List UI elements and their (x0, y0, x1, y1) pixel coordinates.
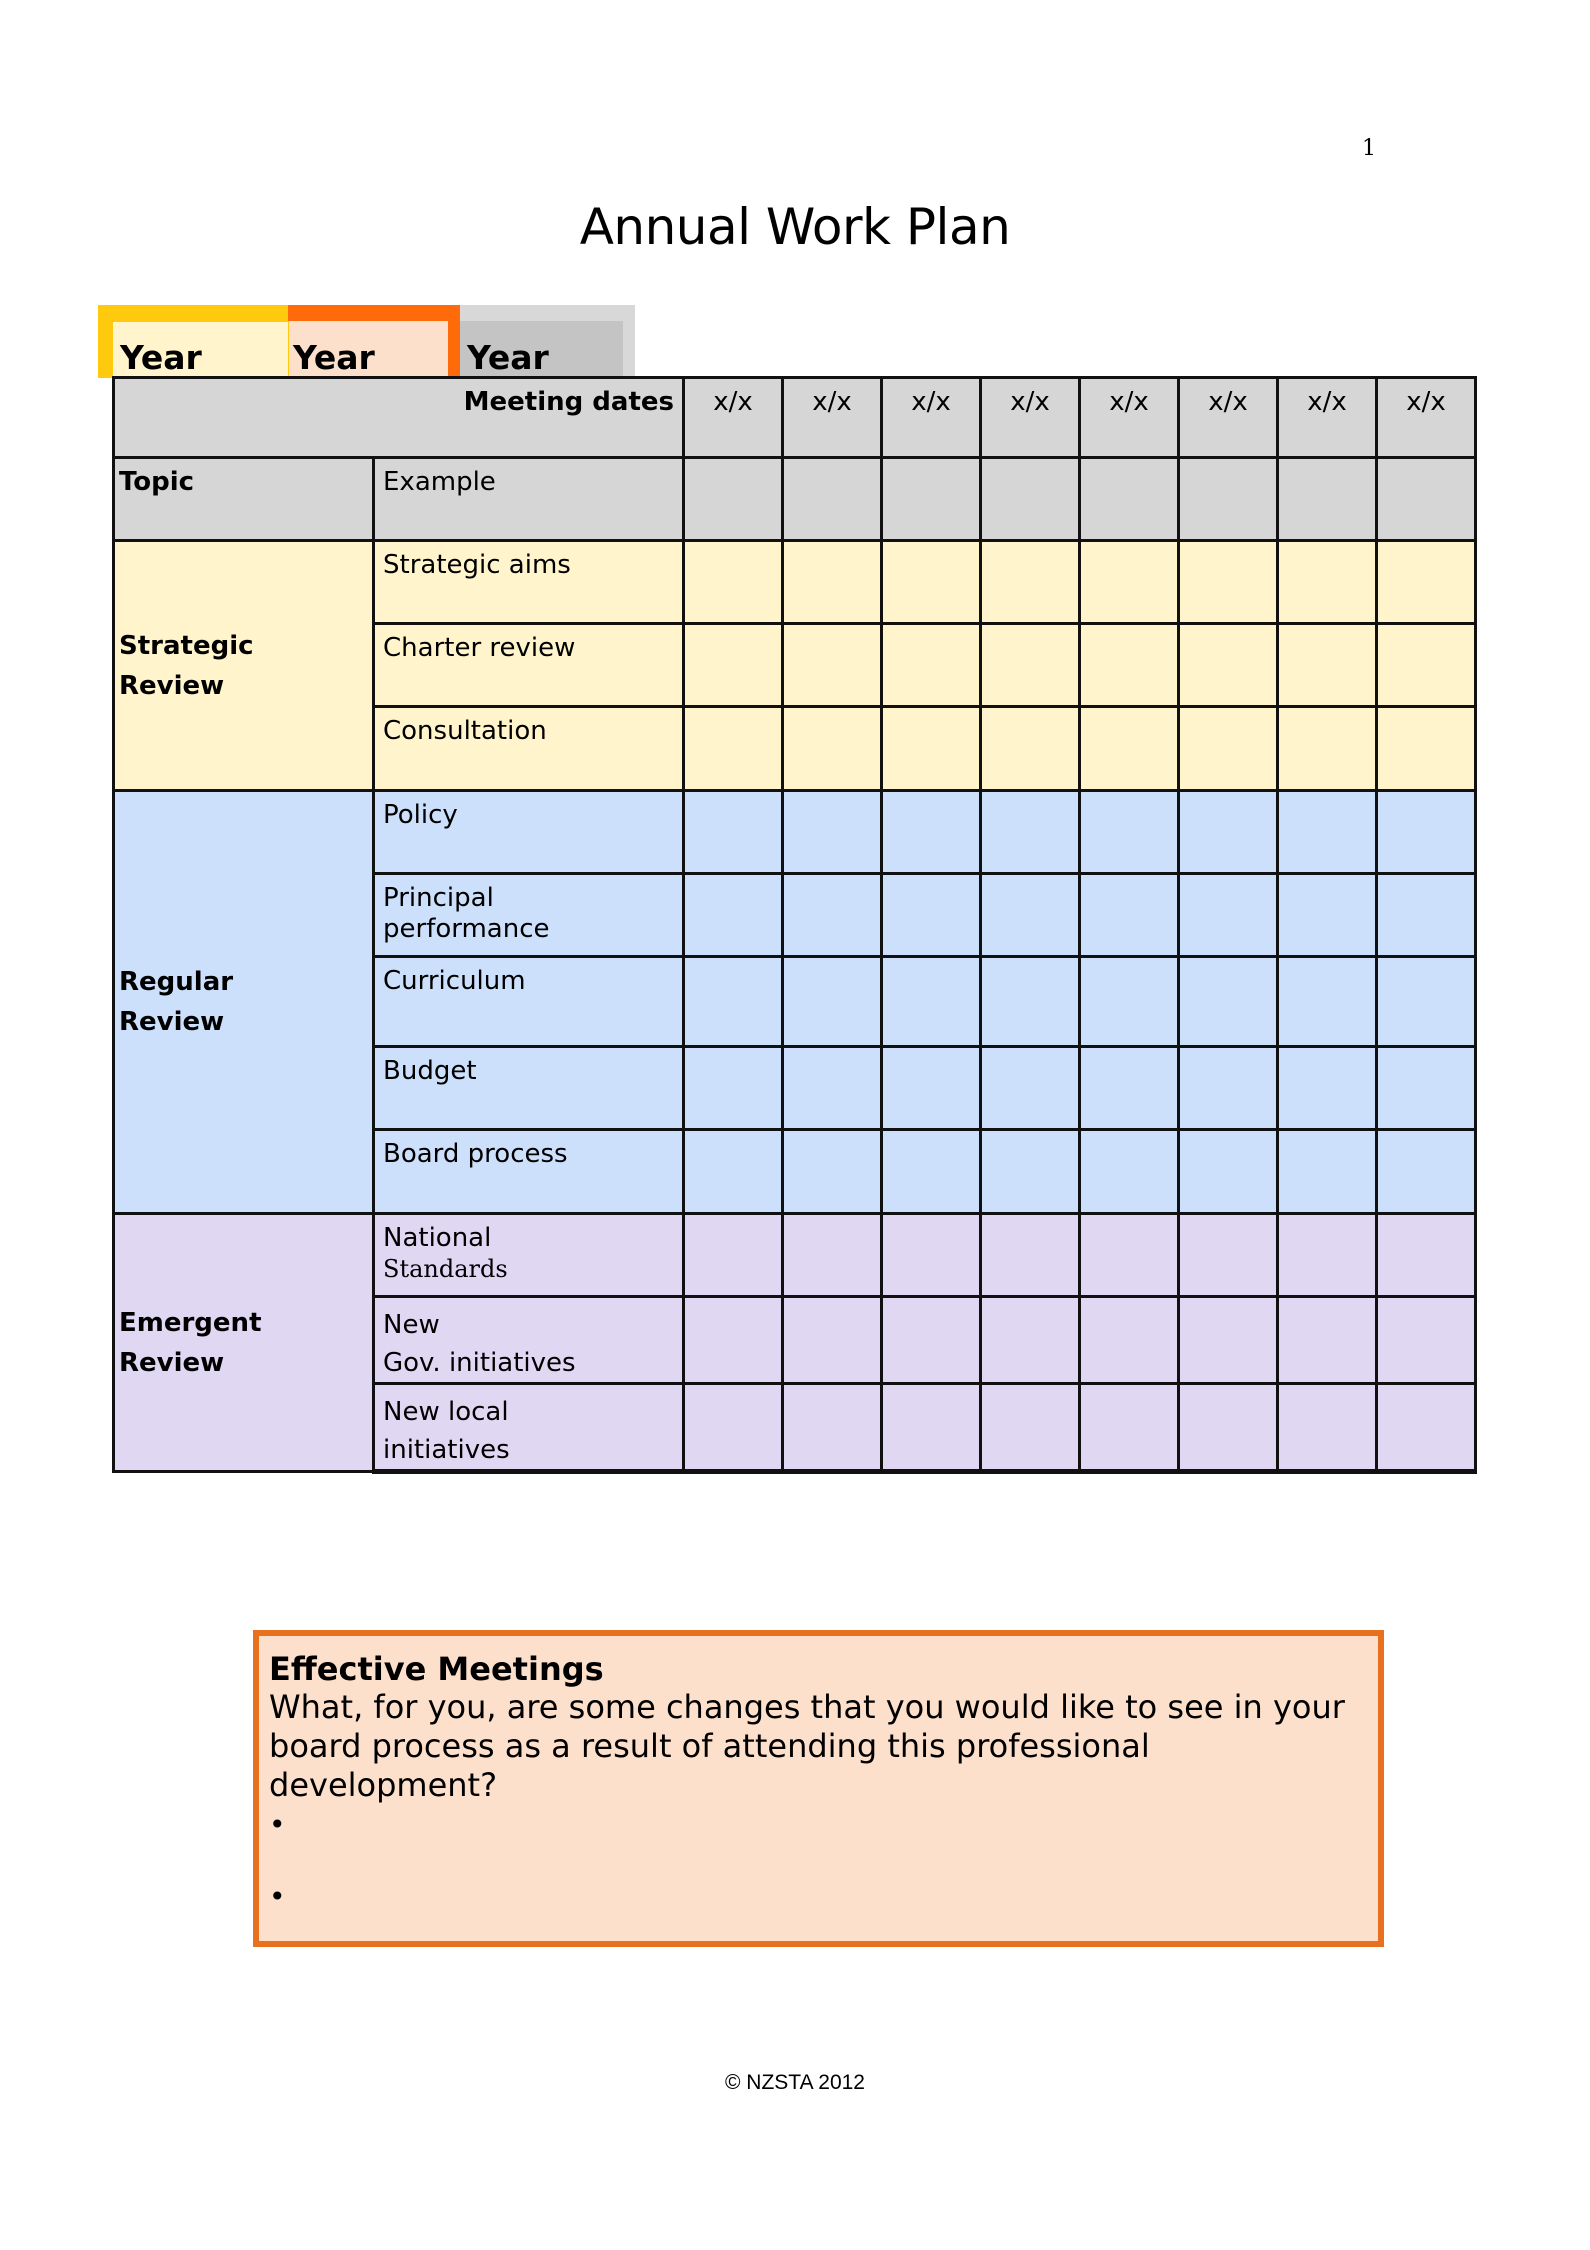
table-row (114, 791, 1476, 874)
cell[interactable] (1179, 874, 1278, 957)
topic-line1: National (383, 1223, 492, 1253)
date-cell[interactable]: x/x (1179, 378, 1278, 458)
cell[interactable] (1377, 874, 1476, 957)
cell[interactable] (882, 1297, 981, 1384)
cell[interactable] (1377, 1047, 1476, 1130)
cell[interactable] (684, 541, 783, 624)
cell[interactable] (1179, 1047, 1278, 1130)
cell[interactable] (783, 874, 882, 957)
topic-line1: New local (383, 1397, 509, 1427)
cell[interactable] (1377, 1297, 1476, 1384)
effective-meetings-box (253, 1630, 1384, 1947)
cell[interactable] (981, 957, 1080, 1047)
topic-charter-review: Charter review (374, 624, 684, 707)
cell[interactable] (1080, 541, 1179, 624)
cell[interactable] (1278, 1384, 1377, 1472)
topic-line2: initiatives (383, 1435, 510, 1465)
cell[interactable] (882, 458, 981, 541)
group-label-line2: Review (119, 1347, 225, 1378)
topic-new-gov-initiatives (374, 1297, 684, 1384)
topic-line2: performance (383, 914, 550, 944)
cell[interactable] (1179, 541, 1278, 624)
topic-header: Topic (114, 458, 374, 541)
cell[interactable] (1278, 791, 1377, 874)
cell[interactable] (684, 1130, 783, 1214)
cell[interactable] (882, 707, 981, 791)
topic-national-standards (374, 1214, 684, 1297)
cell[interactable] (684, 1384, 783, 1472)
cell[interactable] (882, 1384, 981, 1472)
date-cell[interactable]: x/x (1278, 378, 1377, 458)
group-label-line1: Regular (119, 967, 234, 997)
topic-header-row (114, 458, 1476, 541)
cell[interactable] (882, 1047, 981, 1130)
cell[interactable] (783, 957, 882, 1047)
cell[interactable] (684, 957, 783, 1047)
cell[interactable] (783, 791, 882, 874)
cell[interactable] (1080, 1384, 1179, 1472)
cell[interactable] (1278, 1130, 1377, 1214)
cell[interactable] (1278, 707, 1377, 791)
cell[interactable] (1080, 1297, 1179, 1384)
cell[interactable] (684, 1047, 783, 1130)
effective-meetings-question (269, 1688, 1368, 1805)
cell[interactable] (981, 1130, 1080, 1214)
topic-policy: Policy (374, 791, 684, 874)
topic-principal-performance (374, 874, 684, 957)
cell[interactable] (1377, 707, 1476, 791)
cell[interactable] (1080, 458, 1179, 541)
cell[interactable] (1377, 624, 1476, 707)
group-label-line2: Review (119, 1007, 225, 1037)
topic-new-local-initiatives (374, 1384, 684, 1472)
cell[interactable] (1278, 458, 1377, 541)
example-header: Example (374, 458, 684, 541)
cell[interactable] (1278, 1047, 1377, 1130)
cell[interactable] (783, 1214, 882, 1297)
cell[interactable] (981, 791, 1080, 874)
topic-line2: Gov. initiatives (383, 1348, 576, 1378)
table-row (114, 541, 1476, 624)
meeting-dates-row (114, 378, 1476, 458)
year-tab-2 (288, 305, 460, 378)
cell[interactable] (1278, 541, 1377, 624)
group-strategic-review (114, 541, 374, 791)
page-number: 1 (1362, 136, 1376, 161)
cell[interactable] (1179, 624, 1278, 707)
table-row (114, 1214, 1476, 1297)
cell[interactable] (882, 624, 981, 707)
cell[interactable] (783, 458, 882, 541)
cell[interactable] (684, 874, 783, 957)
cell[interactable] (1080, 874, 1179, 957)
cell[interactable] (684, 1214, 783, 1297)
cell[interactable] (882, 874, 981, 957)
cell[interactable] (1377, 1130, 1476, 1214)
cell[interactable] (1080, 624, 1179, 707)
cell[interactable] (684, 624, 783, 707)
topic-board-process: Board process (374, 1130, 684, 1214)
date-cell[interactable]: x/x (1080, 378, 1179, 458)
topic-curriculum: Curriculum (374, 957, 684, 1047)
topic-strategic-aims: Strategic aims (374, 541, 684, 624)
year-tab-1 (98, 305, 288, 378)
cell[interactable] (783, 624, 882, 707)
date-cell[interactable]: x/x (882, 378, 981, 458)
cell[interactable] (882, 1214, 981, 1297)
cell[interactable] (1278, 874, 1377, 957)
group-label-line1: Emergent (119, 1307, 262, 1338)
meeting-dates-label: Meeting dates (114, 378, 684, 458)
cell[interactable] (783, 1047, 882, 1130)
cell[interactable] (1377, 1384, 1476, 1472)
group-regular-review (114, 791, 374, 1214)
cell[interactable] (1080, 1214, 1179, 1297)
cell[interactable] (1179, 791, 1278, 874)
date-cell[interactable]: x/x (981, 378, 1080, 458)
year-tab-1-label: Year (120, 338, 202, 377)
year-tab-3 (460, 305, 635, 378)
cell[interactable] (981, 1384, 1080, 1472)
cell[interactable] (1377, 791, 1476, 874)
cell[interactable] (783, 1384, 882, 1472)
cell[interactable] (1278, 957, 1377, 1047)
copyright-footer: © NZSTA 2012 (725, 2071, 865, 2094)
cell[interactable] (981, 1214, 1080, 1297)
cell[interactable] (882, 791, 981, 874)
group-label-line1: Strategic (119, 630, 254, 661)
work-plan-table (112, 376, 1477, 1474)
cell[interactable] (1080, 707, 1179, 791)
cell[interactable] (684, 1297, 783, 1384)
group-emergent-review (114, 1214, 374, 1472)
cell[interactable] (684, 458, 783, 541)
bullet-item[interactable]: • (269, 1808, 286, 1841)
cell[interactable] (1278, 1297, 1377, 1384)
cell[interactable] (981, 624, 1080, 707)
cell[interactable] (1377, 1214, 1476, 1297)
cell[interactable] (981, 707, 1080, 791)
cell[interactable] (1080, 791, 1179, 874)
date-cell[interactable]: x/x (783, 378, 882, 458)
cell[interactable] (1179, 1130, 1278, 1214)
cell[interactable] (981, 541, 1080, 624)
cell[interactable] (684, 791, 783, 874)
topic-line2: Standards (383, 1255, 508, 1283)
topic-line1: New (383, 1310, 440, 1340)
cell[interactable] (1377, 957, 1476, 1047)
cell[interactable] (1179, 1297, 1278, 1384)
cell[interactable] (684, 707, 783, 791)
cell[interactable] (981, 458, 1080, 541)
cell[interactable] (981, 1047, 1080, 1130)
cell[interactable] (1377, 541, 1476, 624)
cell[interactable] (1278, 1214, 1377, 1297)
topic-line1: Principal (383, 883, 494, 913)
cell[interactable] (783, 1297, 882, 1384)
bullet-item[interactable]: • (269, 1880, 286, 1913)
cell[interactable] (1179, 707, 1278, 791)
effective-meetings-title: Effective Meetings (269, 1650, 604, 1688)
topic-budget: Budget (374, 1047, 684, 1130)
question-line2: board process as a result of attending this professional development? (269, 1727, 1150, 1804)
cell[interactable] (1080, 1047, 1179, 1130)
cell[interactable] (1179, 957, 1278, 1047)
cell[interactable] (1080, 1130, 1179, 1214)
cell[interactable] (783, 707, 882, 791)
question-line1: What, for you, are some changes that you would like to see in your (269, 1688, 1345, 1726)
cell[interactable] (981, 1297, 1080, 1384)
cell[interactable] (981, 874, 1080, 957)
page-title: Annual Work Plan (579, 198, 1011, 256)
cell[interactable] (882, 1130, 981, 1214)
date-cell[interactable]: x/x (684, 378, 783, 458)
cell[interactable] (882, 957, 981, 1047)
cell[interactable] (882, 541, 981, 624)
date-cell[interactable]: x/x (1377, 378, 1476, 458)
cell[interactable] (1179, 1214, 1278, 1297)
group-label-line2: Review (119, 670, 225, 701)
year-tab-3-label: Year (467, 338, 549, 377)
cell[interactable] (1179, 1384, 1278, 1472)
cell[interactable] (1278, 624, 1377, 707)
cell[interactable] (1080, 957, 1179, 1047)
cell[interactable] (1179, 458, 1278, 541)
cell[interactable] (783, 541, 882, 624)
topic-consultation: Consultation (374, 707, 684, 791)
cell[interactable] (783, 1130, 882, 1214)
year-tab-2-label: Year (293, 338, 375, 377)
cell[interactable] (1377, 458, 1476, 541)
